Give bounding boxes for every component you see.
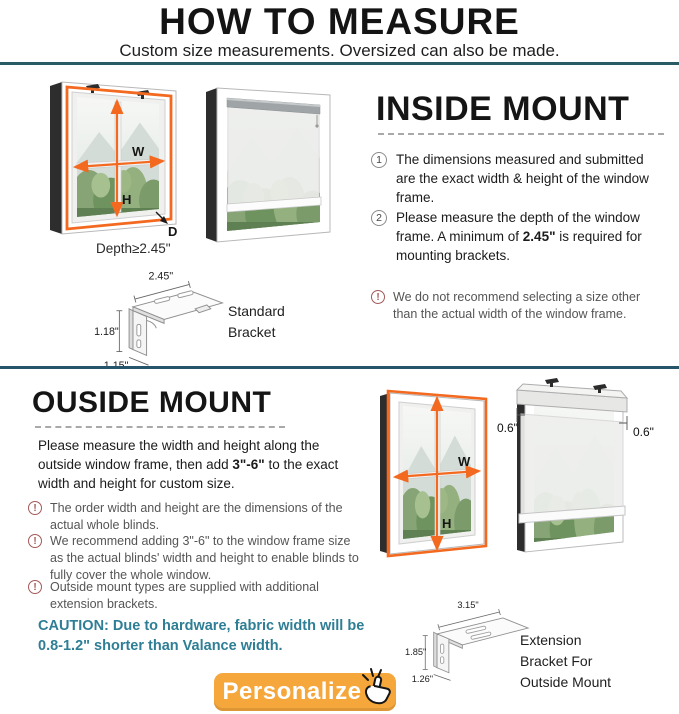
inside-mount-step-1 (371, 151, 666, 208)
height-label: H (442, 516, 452, 531)
step-text: Please measure the depth of the window frame. A minimum of 2.45" is required for mounting brackets. (396, 210, 642, 263)
step-number-icon: 2 (371, 210, 387, 226)
warning-text: Outside mount types are supplied with additional extension brackets. (50, 580, 319, 611)
caution-text: CAUTION: Due to hardware, fabric width will be 0.8-1.2" shorter than Valance width. (38, 618, 365, 655)
warning-icon: ! (371, 290, 385, 304)
outside-mount-intro: Please measure the width and height along the outside window frame, then add 3"-6" to the exact width and height for custom size. (38, 438, 339, 492)
depth-label: D (168, 224, 178, 238)
standard-bracket-label-line1: Standard (228, 303, 285, 319)
click-hand-icon (356, 664, 400, 708)
step-number-icon: 1 (371, 152, 387, 168)
width-label: W (458, 454, 471, 469)
gap-left-label: 0.6" (497, 421, 518, 435)
extension-bracket-label-line2: Bracket For (520, 653, 593, 669)
standard-bracket-label (228, 301, 285, 343)
inside-mount-warning-note (371, 289, 666, 323)
warning-icon: ! (28, 501, 42, 515)
height-label: H (122, 192, 132, 207)
standard-bracket-label-line2: Bracket (228, 324, 276, 340)
inside-mount-step-2 (371, 209, 670, 266)
bracket-dim-bottom: 1.26" (411, 674, 434, 683)
gap-right-label: 0.6" (633, 425, 654, 439)
depth-caption: Depth≥2.45" (96, 241, 171, 256)
warning-icon: ! (28, 534, 42, 548)
outside-mount-note-2 (28, 533, 360, 584)
bracket-dim-top: 2.45" (148, 270, 174, 283)
personalize-button-label: Personalize (222, 678, 362, 705)
warning-text: The order width and height are the dimensions of the actual whole blinds. (50, 501, 343, 532)
inside-mount-dashed-rule (378, 133, 664, 135)
inside-installed-window-illustration (198, 80, 338, 248)
bracket-dim-top: 3.15" (457, 599, 479, 610)
outside-mount-note-1 (28, 500, 358, 534)
inside-measure-window-illustration (38, 76, 198, 238)
outside-mount-heading: OUSIDE MOUNT (32, 386, 272, 419)
extension-bracket-label (520, 630, 611, 693)
warning-text: We do not recommend selecting a size other than the actual width of the window frame. (393, 290, 641, 321)
bracket-dim-left: 1.85" (405, 647, 427, 658)
warning-text: We recommend adding 3"-6" to the window frame size as the actual blinds' width and height to enable blinds to fully cover the whole window. (50, 534, 359, 582)
page-title: HOW TO MEASURE (159, 1, 520, 42)
extension-bracket-label-line3: Outside Mount (520, 674, 612, 690)
bracket-dim-left: 1.18" (94, 326, 119, 339)
step-text: The dimensions measured and submitted are the exact width & height of the window frame. (396, 152, 649, 205)
personalize-button[interactable] (214, 673, 396, 711)
width-label: W (132, 144, 145, 159)
standard-bracket-diagram (92, 266, 242, 371)
outside-installed-window-illustration (497, 376, 662, 558)
inside-mount-heading: INSIDE MOUNT (376, 90, 630, 128)
section-divider-middle (0, 366, 679, 369)
outside-mount-note-3 (28, 579, 358, 613)
section-divider-top (0, 62, 679, 65)
outside-measure-window-illustration (372, 388, 497, 560)
warning-icon: ! (28, 580, 42, 594)
page-subtitle: Custom size measurements. Oversized can also be made. (119, 41, 560, 60)
extension-bracket-label-line1: Extension (520, 632, 582, 648)
outside-mount-dashed-rule (35, 426, 285, 428)
